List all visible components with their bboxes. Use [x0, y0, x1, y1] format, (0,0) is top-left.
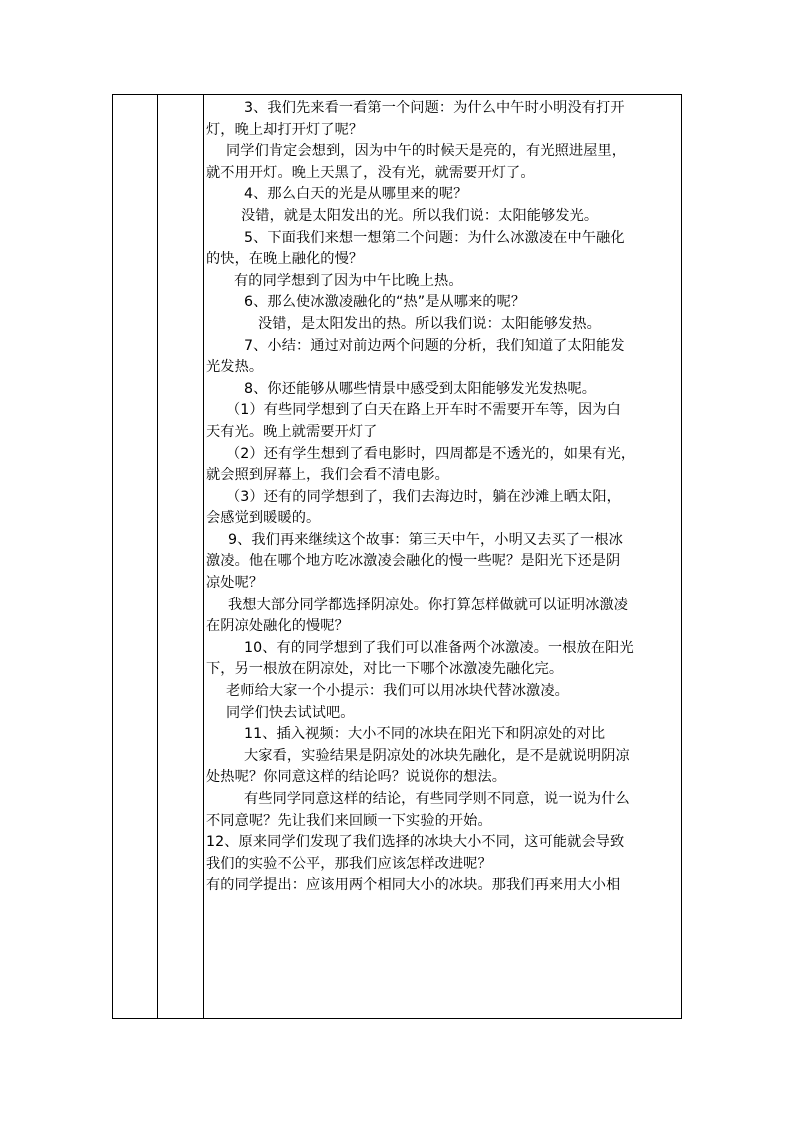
text-line: 凉处呢？: [206, 575, 264, 592]
text-line: 12、原来同学们发现了我们选择的冰块大小不同，这可能就会导致: [206, 834, 625, 851]
text-line: 灯，晚上却打开灯了呢？: [206, 121, 364, 138]
text-line: 有些同学同意这样的结论，有些同学则不同意，说一说为什么: [244, 791, 630, 807]
text-line: （1）有些同学想到了白天在路上开车时不需要开车等，因为白: [226, 402, 621, 419]
text-line: 8、你还能够从哪些情景中感受到太阳能够发光发热呢。: [244, 380, 597, 397]
text-line: 光发热。: [206, 359, 264, 376]
text-line: 6、那么使冰激凌融化的“热”是从哪来的呢？: [244, 294, 526, 311]
text-line: （2）还有学生想到了看电影时，四周都是不透光的，如果有光，: [226, 445, 636, 462]
column-divider-2: [203, 95, 204, 1018]
text-line: 在阴凉处融化的慢呢？: [206, 618, 349, 635]
text-line: 同学们肯定会想到，因为中午的时候天是亮的，有光照进屋里，: [226, 143, 627, 160]
text-line: 有的同学想到了因为中午比晚上热。: [234, 272, 463, 289]
text-line: 没错，就是太阳发出的光。所以我们说：太阳能够发光。: [241, 207, 599, 224]
text-line: 4、那么白天的光是从哪里来的呢？: [244, 186, 468, 203]
text-line: 天有光。晚上就需要开灯了: [206, 423, 378, 440]
text-line: 9、我们再来继续这个故事：第三天中午，小明又去买了一根冰: [228, 531, 623, 548]
column-divider-1: [157, 95, 158, 1018]
text-line: 有的同学提出：应该用两个相同大小的冰块。那我们再来用大小相: [206, 877, 621, 894]
text-line: 我们的实验不公平，那我们应该怎样改进呢？: [206, 855, 492, 872]
lesson-content-cell: [206, 98, 680, 897]
text-line: 5、下面我们来想一想第二个问题：为什么冰激凌在中午融化: [244, 229, 625, 246]
lesson-table: [112, 94, 682, 1019]
text-line: 会感觉到暖暖的。: [206, 510, 321, 527]
text-line: 我想大部分同学都选择阴凉处。你打算怎样做就可以证明冰激凌: [228, 596, 629, 613]
text-line: 同学们快去试试吧。: [226, 704, 355, 721]
text-line: 不同意呢？先让我们来回顾一下实验的开始。: [206, 812, 492, 829]
text-line: 就会照到屏幕上，我们会看不清电影。: [206, 467, 449, 484]
text-line: 没错，是太阳发出的热。所以我们说：太阳能够发热。: [258, 315, 601, 332]
text-line: 的快，在晚上融化的慢？: [206, 251, 364, 268]
text-line: 7、小结：通过对前边两个问题的分析，我们知道了太阳能发: [244, 337, 625, 354]
text-line: 大家看，实验结果是阴凉处的冰块先融化，是不是就说明阴凉: [244, 747, 630, 764]
text-line: 老师给大家一个小提示：我们可以用冰块代替冰激凌。: [226, 683, 569, 700]
text-line: 激凌。他在哪个地方吃冰激凌会融化的慢一些呢？是阳光下还是阴: [206, 553, 621, 570]
text-line: （3）还有的同学想到了，我们去海边时，躺在沙滩上晒太阳，: [226, 488, 621, 505]
text-line: 就不用开灯。晚上天黑了，没有光，就需要开灯了。: [206, 164, 535, 181]
text-line: 下，另一根放在阴凉处，对比一下哪个冰激凌先融化完。: [206, 661, 564, 678]
text-line: 10、有的同学想到了我们可以准备两个冰激凌。一根放在阳光: [244, 639, 634, 656]
text-line: 3、我们先来看一看第一个问题：为什么中午时小明没有打开: [244, 100, 625, 116]
text-line: 处热呢？你同意这样的结论吗？说说你的想法。: [206, 769, 507, 786]
text-line: 11、插入视频：大小不同的冰块在阳光下和阴凉处的对比: [244, 726, 606, 743]
